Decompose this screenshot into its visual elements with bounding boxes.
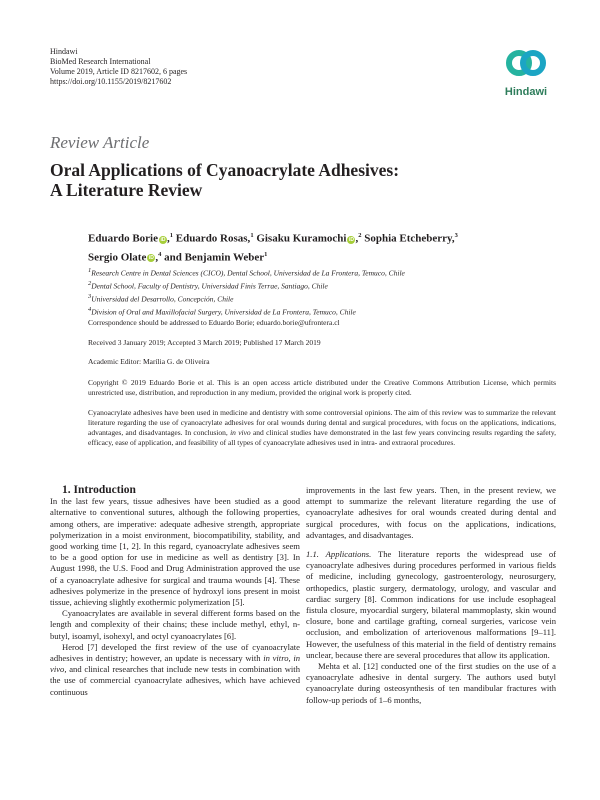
author-affil-sup: 1 (264, 250, 268, 258)
body-paragraph (50, 642, 300, 698)
affil-text: Universidad del Desarrollo, Concepción, Chile (91, 294, 234, 304)
article-title (50, 160, 399, 200)
journal-header (50, 47, 187, 87)
author-name: Sergio Olate (88, 251, 147, 264)
affil-text: Division of Oral and Maxillofacial Surgery, Universidad de La Frontera, Temuco, Chile (91, 307, 356, 317)
abstract (88, 408, 556, 448)
orcid-icon[interactable]: iD (160, 236, 166, 243)
author-name: Gisaku Kuramochi (256, 232, 347, 245)
orcid-icon[interactable]: iD (348, 236, 354, 243)
body-paragraph (306, 549, 556, 661)
hindawi-logo (498, 46, 554, 104)
title-line-2: A Literature Review (50, 180, 203, 200)
affiliation-list (88, 266, 558, 318)
body-paragraph: Cyanoacrylates are available in several different forms based on the length and complexity of their chains; these include methyl, ethyl, n-butyl, isoamyl, isohexyl, and octyl cyanoacrylates [6]. (50, 608, 300, 641)
author-list: Eduardo Borie iD ,$^1$ Eduardo Rosas,$^1$ Gisaku Kuramochi iD ,$^2$ Sophia Etcheberry,$^3$ Sergio Olate iD ,$^4$ and Benjamin Weber$^1$ (88, 232, 458, 264)
abstract-text: Cyanoacrylate adhesives have been used in medicine and dentistry with some controversial opinions. The aim of this review was to summarize the relevant literature regarding the use of cyanoacrylate adhesives for oral wounds during dental and surgical procedures, with focus on the applications, indications, advantages, and disadvantages. In conclusion, (88, 408, 556, 437)
author-name: Eduardo Borie (88, 232, 158, 245)
author-name: Sophia Etcheberry, (364, 232, 455, 245)
logo-ring-right (520, 50, 546, 76)
dates-line: Received 3 January 2019; Accepted 3 March 2019; Published 17 March 2019 (88, 338, 321, 347)
author-name: Eduardo Rosas, (175, 232, 251, 245)
copyright-notice: Copyright © 2019 Eduardo Borie et al. This is an open access article distributed under the Creative Commons Attribution License, which permits unrestricted use, distribution, and reproduction in any medium, provided the original work is properly cited. (88, 378, 556, 397)
doi-link[interactable]: https://doi.org/10.1155/2019/8217602 (50, 77, 172, 86)
subsection-heading: 1.1. Applications. (306, 549, 372, 560)
author-affil-sup: 1 (169, 232, 173, 239)
body-paragraph: In the last few years, tissue adhesives have been studied as a good alternative to conventional sutures, although the following properties, among others, are imperative: adequate adhesive strength, appropriate polymerization in a moist environment, biocompatibility, stability, and good working time [1, 2]. In this regard, cyanoacrylate adhesives seem to be a good option for use in medicine as well as dentistry [3]. In August 1998, the U.S. Food and Drug Administration approved the use of a cyanoacrylate adhesive for surgical and trauma wounds [4]. These adhesives polymerize in the presence of hydroxyl ions present in moist tissue, achieving slightly exothermic polymerization [5]. (50, 496, 300, 608)
publisher-name: Hindawi (50, 47, 78, 56)
volume-line: Volume 2019, Article ID 8217602, 6 pages (50, 67, 188, 76)
affil-num: 1 (88, 267, 92, 274)
correspondence-line: Correspondence should be addressed to Eduardo Borie; eduardo.borie@ufrontera.cl (88, 318, 340, 327)
abstract-text: and clinical studies have demonstrated in the last few years convincing results regarding the safety, efficacy, ease of application, and feasibility of all types of cyanoacrylate adhesives used in intra- and extraoral procedures. (88, 428, 556, 447)
orcid-icon[interactable]: iD (148, 255, 154, 262)
paragraph-text: Herod [7] developed the first review of the use of cyanoacrylate adhesives in dentistry; however, an update is necessary with (50, 641, 300, 664)
author-affil-sup: 2 (358, 232, 362, 239)
author-affil-sup: 3 (454, 232, 458, 239)
author-affil-sup: 1 (250, 232, 254, 239)
paragraph-italic: in vitro, in vivo, (50, 653, 301, 675)
affil-text: Dental School, Faculty of Dentistry, Universidad Finis Terrae, Santiago, Chile (91, 281, 328, 291)
author-affil-sup: 4 (158, 250, 162, 258)
affiliation-item (88, 292, 558, 305)
body-paragraph: improvements in the last few years. Then, in the present review, we attempt to summarize the relevant literature regarding the use of cyanoacrylate adhesives for oral wounds created during dental and surgical procedures, with focus on the applications, indications, advantages, and disadvantages. (306, 485, 556, 540)
affil-text: Research Centre in Dental Sciences (CICO), Dental School, Universidad de La Frontera, Temuco, Chile (91, 268, 405, 278)
affil-num: 4 (88, 306, 92, 313)
paragraph-text: and clinical researches that include new tests in combination with the use of commercial cyanoacrylate adhesives, which have achieved continuous (50, 664, 300, 697)
affiliation-item (88, 279, 558, 292)
body-column-left (50, 485, 300, 698)
affil-num: 2 (88, 280, 92, 287)
affiliation-item (88, 305, 558, 318)
academic-editor: Academic Editor: Marília G. de Oliveira (88, 357, 210, 366)
affiliation-item (88, 266, 558, 279)
journal-name: BioMed Research International (50, 57, 151, 66)
paragraph-text: The literature reports the widespread use of cyanoacrylate adhesives during procedures performed in various fields of medicine, including gynecology, gastroenterology, neurosurgery, orthopedics, plastic surgery, dermatology, urology, and vascular and cardiac surgery [8]. Common indications for use include esophageal fistula closure, myocardial surgery, bilateral mammoplasty, skin wound closure, bone and cartilage grafting, corneal surgeries, varicose vein occlusion, and embolization of arteriovenous malformations [9–11]. However, the usefulness of this material in the field of dentistry remains unclear, because there are several procedures that allow its application. (306, 549, 556, 660)
logo-wordmark: Hindawi (504, 86, 548, 98)
abstract-italic: in vivo (230, 428, 251, 437)
article-type: Review Article (50, 133, 150, 152)
body-column-right (306, 485, 556, 706)
author-name: and Benjamin Weber (164, 251, 265, 264)
body-paragraph: Mehta et al. [12] conducted one of the first studies on the use of a cyanoacrylate adhesive in dental surgery. The authors used butyl cyanoacrylate during osteosynthesis of ten mandibular fractures with follow-up periods of 1–6 months, (306, 661, 556, 705)
title-line-1: Oral Applications of Cyanoacrylate Adhesives: (50, 160, 400, 180)
affil-num: 3 (88, 293, 92, 300)
section-heading: 1. Introduction (62, 484, 136, 496)
